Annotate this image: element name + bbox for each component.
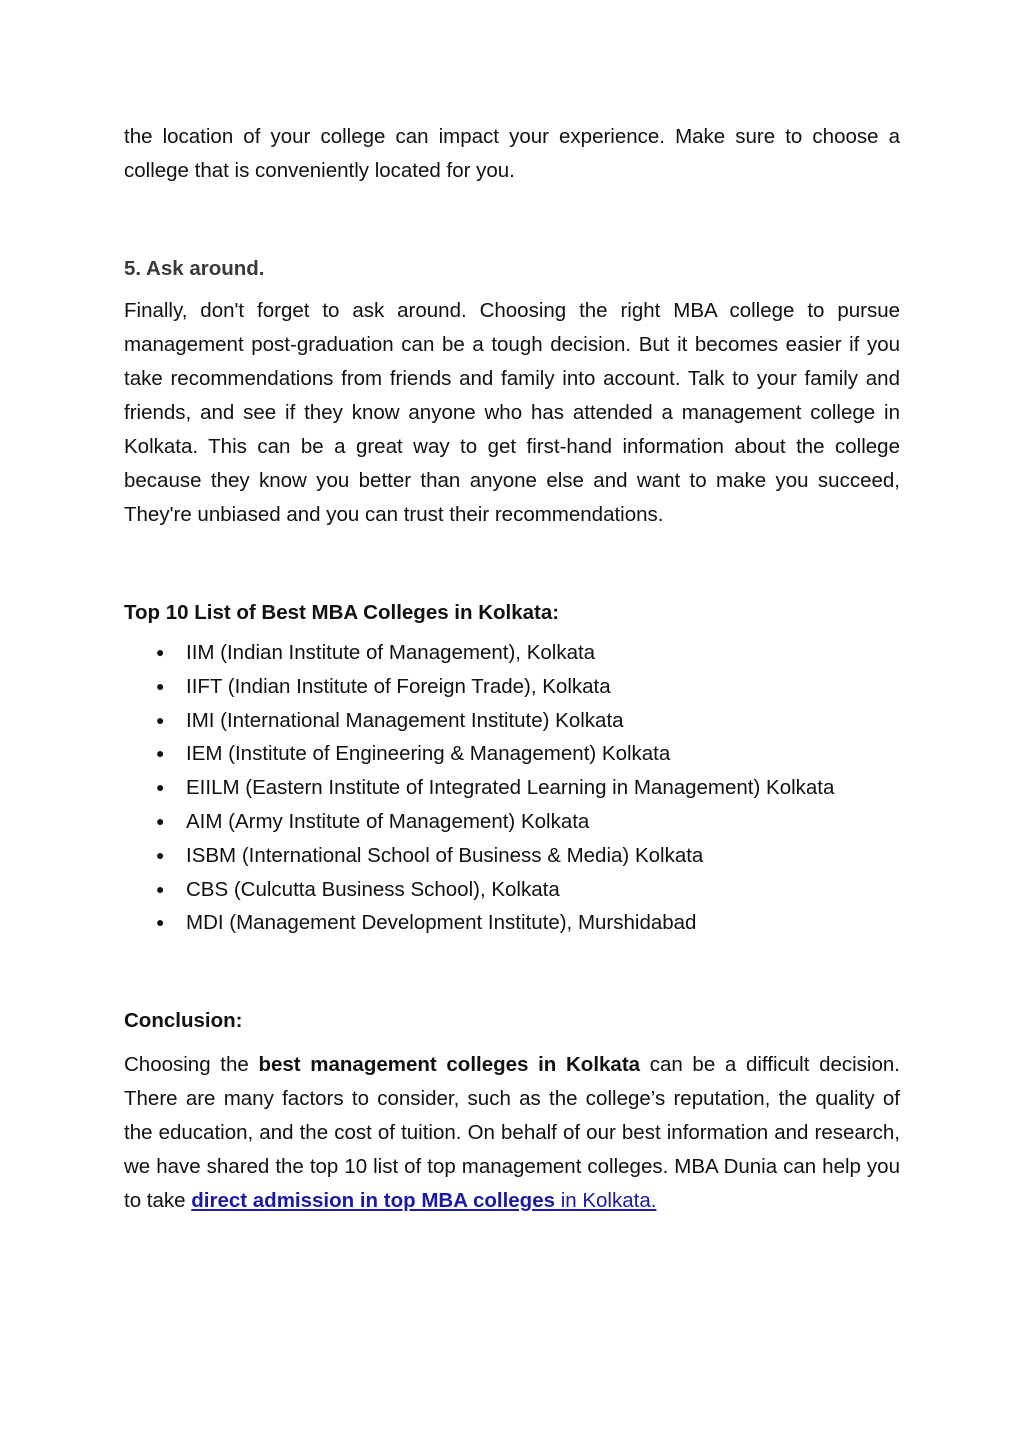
- list-item: [124, 771, 900, 805]
- list-item: [124, 805, 900, 839]
- link-bold-text: direct admission in top MBA colleges: [191, 1189, 555, 1213]
- conclusion-text-start: Choosing the: [124, 1053, 259, 1077]
- list-item-text: AIM (Army Institute of Management) Kolkata: [186, 809, 590, 833]
- conclusion-text-middle: can be a difficult decision. There are many factors to consider, such as the college’s reputation, the quality of the education, and the cost of tuition. On behalf of our best information and research, we have shared the top 10 list of top management colleges. MBA Dunia can help you to take: [124, 1053, 900, 1213]
- list-item: [124, 873, 900, 907]
- bullet-icon: ●: [156, 677, 165, 694]
- list-item: [124, 839, 900, 873]
- list-item: [124, 670, 900, 704]
- list-item-text: EIILM (Eastern Institute of Integrated Learning in Management) Kolkata: [186, 776, 835, 800]
- bullet-icon: ●: [156, 880, 165, 897]
- direct-admission-link[interactable]: [191, 1189, 656, 1212]
- list-item: [124, 636, 900, 670]
- conclusion-paragraph: [124, 1048, 900, 1218]
- bullet-icon: ●: [156, 711, 165, 728]
- list-item-text: ISBM (International School of Business & Media) Kolkata: [186, 843, 704, 867]
- bullet-icon: ●: [156, 914, 165, 931]
- list-item-text: IIM (Indian Institute of Management), Kolkata: [186, 641, 596, 664]
- college-list: [124, 636, 900, 940]
- bullet-icon: ●: [156, 745, 165, 762]
- list-item: [124, 906, 900, 940]
- bullet-icon: ●: [156, 779, 165, 796]
- conclusion-bold-phrase: best management colleges in Kolkata: [258, 1053, 641, 1077]
- list-item-text: IEM (Institute of Engineering & Management) Kolkata: [186, 742, 671, 766]
- list-item-text: CBS (Culcutta Business School), Kolkata: [186, 877, 560, 901]
- document-page: [124, 120, 900, 1218]
- bullet-icon: ●: [156, 846, 165, 863]
- ask-around-paragraph: Finally, don't forget to ask around. Choosing the right MBA college to pursue management post-graduation can be a tough decision. But it becomes easier if you take recommendations from friends and family into account. Talk to your family and friends, and see if they know anyone who has attended a management college in Kolkata. This can be a great way to get first-hand information about the college because they know you better than anyone else and want to make you succeed, They're unbiased and you can trust their recommendations.: [124, 299, 900, 526]
- bullet-icon: ●: [156, 812, 165, 829]
- list-item-text: MDI (Management Development Institute), Murshidabad: [186, 911, 697, 935]
- intro-paragraph: the location of your college can impact your experience. Make sure to choose a college that is conveniently located for you.: [124, 125, 900, 182]
- section-heading-ask-around: 5. Ask around.: [124, 257, 265, 280]
- list-item: [124, 704, 900, 738]
- list-item-text: IIFT (Indian Institute of Foreign Trade), Kolkata: [186, 674, 611, 698]
- list-item-text: IMI (International Management Institute) Kolkata: [186, 708, 624, 732]
- link-rest-text: in Kolkata.: [555, 1189, 657, 1213]
- list-item: [124, 737, 900, 771]
- top-list-heading: Top 10 List of Best MBA Colleges in Kolkata:: [124, 601, 560, 624]
- conclusion-heading: Conclusion:: [124, 1009, 243, 1033]
- bullet-icon: ●: [156, 644, 165, 660]
